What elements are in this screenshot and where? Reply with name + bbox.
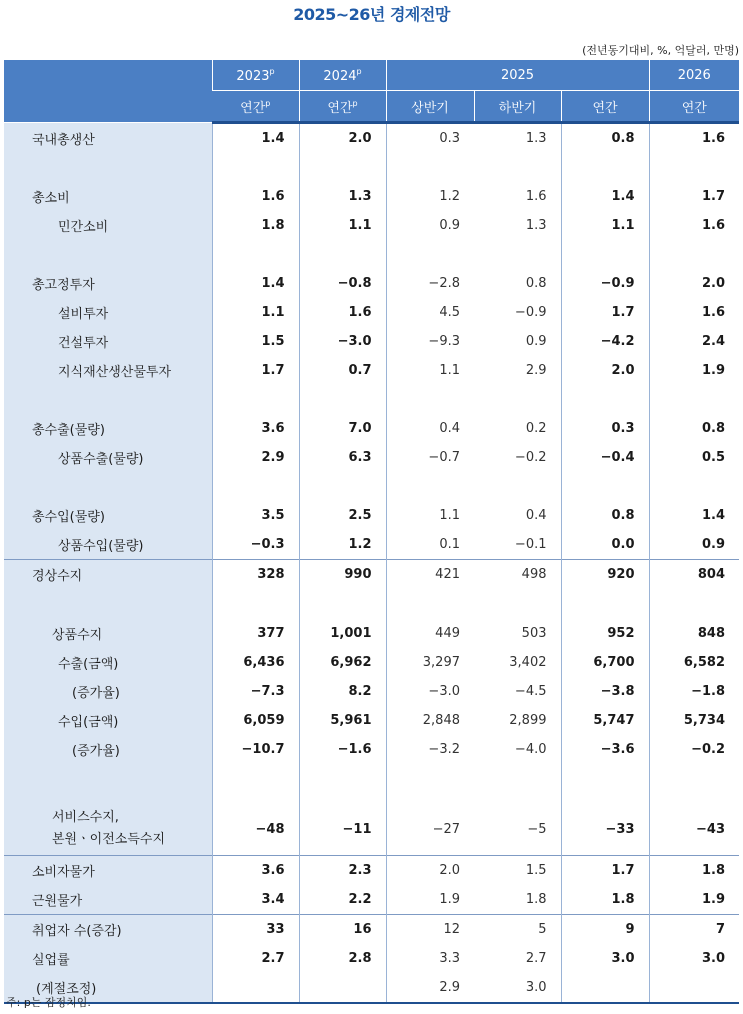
row-label: 총고정투자	[4, 269, 212, 298]
row-label: 취업자 수(증감)	[4, 914, 212, 944]
table-row	[4, 356, 739, 385]
row-label: 설비투자	[4, 298, 212, 327]
table-row	[4, 560, 739, 590]
table-cell	[386, 764, 474, 793]
table-cell: 1.8	[212, 211, 299, 240]
table-cell: 5,747	[561, 706, 649, 735]
table-row	[4, 735, 739, 764]
table-cell: 421	[386, 560, 474, 590]
table-cell: −3.6	[561, 735, 649, 764]
table-cell	[386, 385, 474, 414]
table-cell: 2.5	[299, 501, 386, 530]
row-label	[4, 472, 212, 501]
table-cell	[649, 472, 739, 501]
table-cell: 1.6	[299, 298, 386, 327]
table-cell	[212, 153, 299, 182]
table-cell: 8.2	[299, 677, 386, 706]
row-label: 국내총생산	[4, 123, 212, 154]
table-cell: 2.7	[525, 950, 547, 966]
table-cell: −4.2	[561, 327, 649, 356]
table-cell: 2.7	[212, 944, 299, 973]
table-cell: 503	[521, 625, 547, 641]
row-label	[4, 385, 212, 414]
table-cell: 3,297	[422, 655, 460, 670]
table-cell: 2,848	[422, 713, 460, 728]
table-cell: 1.7	[212, 356, 299, 385]
table-cell: 0.7	[299, 356, 386, 385]
table-cell: 16	[299, 914, 386, 944]
table-cell: 6,700	[561, 648, 649, 677]
table-cell: 804	[649, 560, 739, 590]
table-row	[4, 211, 739, 240]
table-row	[4, 677, 739, 706]
header-2025-annual: 연간	[561, 91, 649, 123]
table-cell: −0.3	[212, 530, 299, 560]
header-2023-annual: 연간$^p$	[212, 91, 299, 123]
table-cell	[561, 240, 649, 269]
table-cell: 0.8	[525, 276, 547, 291]
table-cell: 952	[561, 618, 649, 648]
table-cell: 990	[299, 560, 386, 590]
header-2025-h1: 상반기	[386, 91, 474, 123]
table-cell	[649, 385, 739, 414]
table-cell	[474, 240, 561, 269]
table-cell: −5	[527, 822, 547, 838]
forecast-table	[4, 60, 739, 1004]
table-cell: 2.9	[212, 443, 299, 472]
table-cell: 3.5	[212, 501, 299, 530]
table-cell: −11	[299, 793, 386, 855]
table-cell: 2.0	[299, 123, 386, 154]
row-label: 상품수출(물량)	[4, 443, 212, 472]
table-cell: 1.9	[701, 363, 726, 378]
table-cell: 1.7	[701, 189, 726, 204]
table-cell	[386, 472, 474, 501]
table-cell: 1.2	[299, 530, 386, 560]
table-cell: 377	[212, 618, 299, 648]
row-label	[4, 153, 212, 182]
table-cell: 3.0	[561, 944, 649, 973]
row-label	[4, 240, 212, 269]
table-cell: −2.8	[428, 276, 460, 291]
row-label: (계절조정)	[4, 973, 212, 1003]
table-cell	[561, 589, 649, 618]
table-row	[4, 153, 739, 182]
table-cell: 2.0	[561, 356, 649, 385]
row-label: 경상수지	[4, 560, 212, 590]
table-cell: 0.2	[525, 421, 547, 436]
table-cell: 2.9	[525, 363, 547, 378]
table-cell: 3.0	[474, 973, 561, 1003]
table-cell	[649, 764, 739, 793]
table-row	[4, 472, 739, 501]
table-cell	[212, 973, 299, 1003]
row-label: 지식재산생산물투자	[4, 356, 212, 385]
table-row	[4, 327, 739, 356]
table-cell: 33	[212, 914, 299, 944]
table-row	[4, 298, 739, 327]
table-cell: 7	[649, 914, 739, 944]
table-cell: 3.0	[701, 950, 726, 966]
table-row	[4, 885, 739, 915]
header-2026-annual: 연간	[649, 91, 739, 123]
table-cell: 0.3	[439, 131, 460, 146]
row-label: 소비자물가	[4, 855, 212, 885]
row-label: 상품수지	[4, 618, 212, 648]
table-cell: 0.8	[561, 123, 649, 154]
table-cell: −3.0	[299, 327, 386, 356]
table-cell: 2.0	[701, 276, 726, 291]
unit-note: (전년동기대비, %, 억달러, 만명)	[582, 44, 739, 57]
table-cell: 449	[435, 625, 460, 641]
table-row	[4, 501, 739, 530]
header-2026: 2026	[649, 60, 739, 91]
table-cell: 3,402	[509, 655, 547, 670]
table-cell: 3.6	[212, 855, 299, 885]
table-cell: 4.5	[439, 305, 460, 320]
table-cell: 6.3	[299, 443, 386, 472]
row-label: 서비스수지, 본원ㆍ이전소득수지	[4, 793, 212, 855]
table-cell: −10.7	[212, 735, 299, 764]
table-cell	[649, 240, 739, 269]
row-label	[4, 589, 212, 618]
table-cell: 2,899	[509, 713, 547, 728]
table-cell	[561, 764, 649, 793]
row-label: 수출(금액)	[4, 648, 212, 677]
table-cell: 2.4	[701, 334, 726, 349]
table-cell: 1.3	[525, 218, 547, 233]
table-cell: 2.9	[386, 973, 474, 1003]
table-cell: −0.4	[561, 443, 649, 472]
table-cell: 5	[474, 914, 561, 944]
table-cell: 2.3	[299, 855, 386, 885]
table-cell	[474, 385, 561, 414]
table-cell: −3.8	[561, 677, 649, 706]
table-cell	[561, 472, 649, 501]
row-label: (증가율)	[4, 677, 212, 706]
table-cell: 1.1	[561, 211, 649, 240]
table-cell: 7.0	[299, 414, 386, 443]
table-row	[4, 706, 739, 735]
table-cell: 1.7	[561, 855, 649, 885]
table-cell: 328	[212, 560, 299, 590]
table-cell	[299, 240, 386, 269]
table-cell: 2.8	[299, 944, 386, 973]
table-cell: 920	[561, 560, 649, 590]
table-cell: 1.1	[212, 298, 299, 327]
table-cell	[386, 589, 474, 618]
table-cell: −9.3	[428, 334, 460, 349]
table-row	[4, 182, 739, 211]
table-row	[4, 269, 739, 298]
table-cell: 1.4	[561, 182, 649, 211]
table-cell: 9	[561, 914, 649, 944]
table-cell	[561, 385, 649, 414]
table-cell: −4.5	[514, 684, 547, 699]
table-row	[4, 443, 739, 472]
table-row	[4, 385, 739, 414]
table-cell: 1.9	[701, 891, 726, 907]
table-cell	[299, 385, 386, 414]
table-cell: 5,961	[299, 706, 386, 735]
table-cell	[212, 240, 299, 269]
table-row	[4, 793, 739, 855]
table-cell: 1.6	[525, 189, 547, 204]
table-cell	[474, 764, 561, 793]
table-row	[4, 589, 739, 618]
table-cell	[474, 589, 561, 618]
table-cell: −7.3	[212, 677, 299, 706]
table-cell: 6,059	[212, 706, 299, 735]
row-label: 수입(금액)	[4, 706, 212, 735]
table-cell: −0.8	[299, 269, 386, 298]
table-cell: −43	[696, 822, 726, 838]
table-cell	[474, 153, 561, 182]
table-cell: 1.8	[649, 855, 739, 885]
table-row	[4, 414, 739, 443]
table-cell: 0.9	[701, 537, 726, 552]
table-cell	[212, 472, 299, 501]
table-cell	[299, 973, 386, 1003]
table-cell	[386, 153, 474, 182]
table-row	[4, 123, 739, 154]
table-cell: 1.4	[212, 123, 299, 154]
table-cell	[561, 973, 649, 1003]
table-cell	[212, 764, 299, 793]
row-label: 실업률	[4, 944, 212, 973]
table-cell	[299, 153, 386, 182]
table-row	[4, 648, 739, 677]
table-cell	[212, 385, 299, 414]
table-cell: 1.1	[439, 508, 460, 523]
table-cell: 1.6	[701, 131, 726, 146]
table-cell: −27	[432, 822, 460, 838]
table-cell	[299, 589, 386, 618]
table-cell: 3.6	[212, 414, 299, 443]
header-2024: 2024$^p$	[299, 60, 386, 91]
table-cell: −48	[212, 793, 299, 855]
table-cell: 1.3	[525, 131, 547, 146]
table-row	[4, 855, 739, 885]
table-cell	[561, 153, 649, 182]
table-cell: 0.8	[701, 421, 726, 436]
row-label: 민간소비	[4, 211, 212, 240]
table-row	[4, 618, 739, 648]
table-cell: 1.6	[212, 182, 299, 211]
table-cell: 1,001	[299, 618, 386, 648]
table-cell: 1.5	[212, 327, 299, 356]
table-cell	[474, 472, 561, 501]
table-cell: 2.2	[299, 885, 386, 915]
table-cell: 0.5	[701, 450, 726, 465]
table-cell: 1.4	[212, 269, 299, 298]
row-label: 근원물가	[4, 885, 212, 915]
table-cell: 0.9	[525, 334, 547, 349]
table-cell: 0.9	[439, 218, 460, 233]
header-2025: 2025	[386, 60, 649, 91]
table-cell: 1.6	[701, 305, 726, 320]
table-cell: 1.7	[561, 298, 649, 327]
table-cell: 1.6	[701, 218, 726, 233]
table-cell: 0.3	[561, 414, 649, 443]
table-row	[4, 764, 739, 793]
table-cell: 1.8	[525, 891, 547, 907]
table-cell	[649, 973, 739, 1003]
row-label	[4, 764, 212, 793]
header-corner	[4, 60, 212, 123]
table-cell	[299, 764, 386, 793]
table-cell: 12	[386, 914, 474, 944]
table-cell: 6,582	[683, 655, 726, 670]
table-cell: −3.2	[428, 742, 460, 757]
table-cell: 6,962	[299, 648, 386, 677]
table-row	[4, 944, 739, 973]
table-cell	[386, 240, 474, 269]
table-cell	[649, 153, 739, 182]
table-cell: −0.9	[514, 305, 547, 320]
table-cell	[649, 589, 739, 618]
table-cell: −0.2	[691, 742, 726, 757]
table-cell: 2.0	[386, 855, 474, 885]
table-cell: 1.3	[299, 182, 386, 211]
table-cell: −1.8	[691, 684, 726, 699]
table-cell: 3.3	[439, 950, 460, 966]
table-cell: −0.1	[514, 537, 547, 552]
row-label: (증가율)	[4, 735, 212, 764]
row-label: 상품수입(물량)	[4, 530, 212, 560]
header-2023: 2023$^p$	[212, 60, 299, 91]
table-cell: 1.1	[439, 363, 460, 378]
table-cell: 848	[697, 625, 726, 641]
table-cell: −0.9	[561, 269, 649, 298]
table-cell: 0.4	[439, 421, 460, 436]
row-label: 건설투자	[4, 327, 212, 356]
row-label: 총수출(물량)	[4, 414, 212, 443]
table-cell: −4.0	[514, 742, 547, 757]
table-cell: 1.1	[299, 211, 386, 240]
table-cell: 1.2	[439, 189, 460, 204]
table-cell: 498	[474, 560, 561, 590]
table-row	[4, 240, 739, 269]
table-cell: −1.6	[299, 735, 386, 764]
table-cell: −33	[561, 793, 649, 855]
table-cell	[299, 472, 386, 501]
table-cell: 0.4	[525, 508, 547, 523]
table-cell: −3.0	[428, 684, 460, 699]
header-2024-annual: 연간$^p$	[299, 91, 386, 123]
row-label: 총수입(물량)	[4, 501, 212, 530]
page-title: 2025~26년 경제전망	[293, 5, 450, 24]
header-2025-h2: 하반기	[474, 91, 561, 123]
table-cell	[212, 589, 299, 618]
table-cell: 0.8	[561, 501, 649, 530]
table-row	[4, 530, 739, 560]
table-cell: 6,436	[212, 648, 299, 677]
table-cell: 0.1	[439, 537, 460, 552]
table-cell: 1.8	[561, 885, 649, 915]
table-cell: −0.7	[428, 450, 460, 465]
table-cell: 1.4	[701, 508, 726, 523]
table-cell: 1.5	[474, 855, 561, 885]
table-cell: 1.9	[439, 891, 460, 907]
table-cell: 3.4	[212, 885, 299, 915]
table-row	[4, 973, 739, 1003]
row-label: 총소비	[4, 182, 212, 211]
table-row	[4, 914, 739, 944]
table-cell: 5,734	[683, 713, 726, 728]
table-cell: 0.0	[561, 530, 649, 560]
footnote: 주: p는 잠정치임.	[6, 996, 91, 1009]
table-cell: −0.2	[514, 450, 547, 465]
